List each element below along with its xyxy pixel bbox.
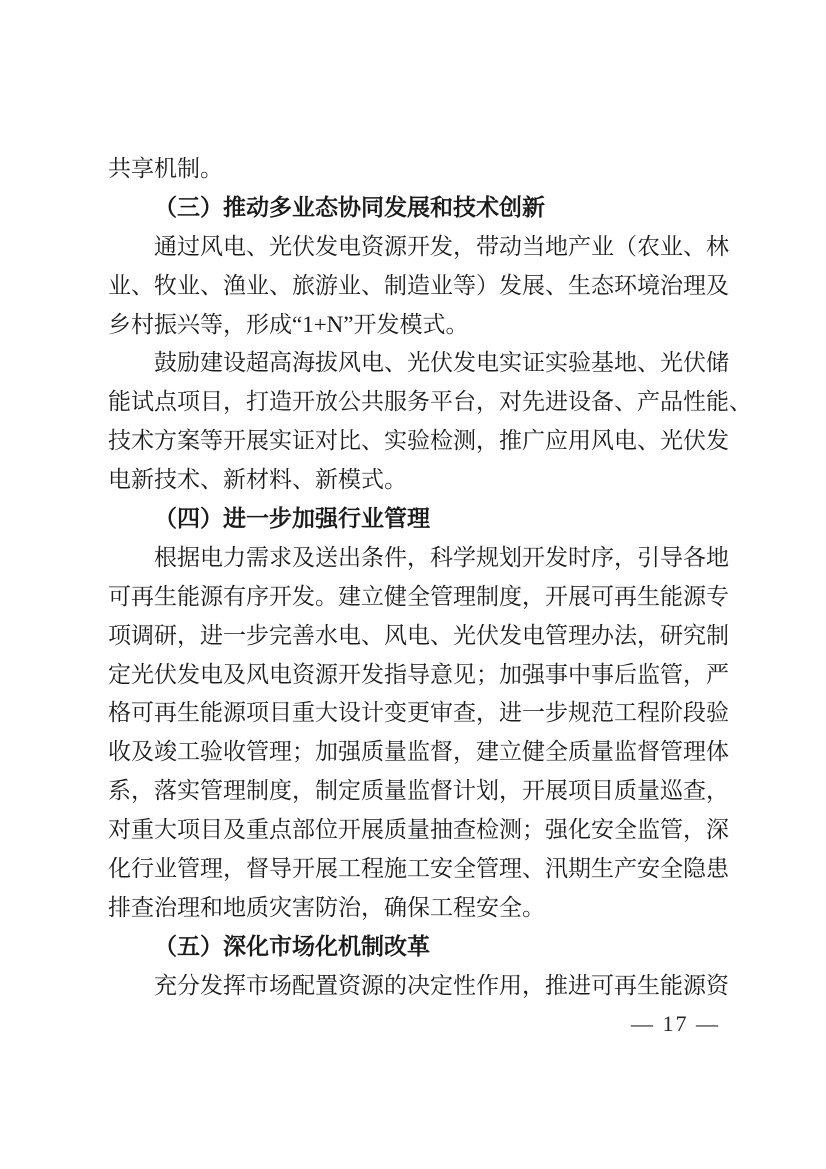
paragraph-line: 对重大项目及重点部位开展质量抽查检测；强化安全监管，深 [108, 817, 729, 843]
paragraph-line: 可再生能源有序开发。建立健全管理制度，开展可再生能源专 [108, 583, 729, 609]
document-content [108, 150, 752, 1006]
paragraph-line: 定光伏发电及风电资源开发指导意见；加强事中事后监管，严 [108, 661, 729, 687]
paragraph-line: 系，落实管理制度，制定质量监督计划，开展项目质量巡查， [108, 778, 729, 804]
paragraph-line: 电新技术、新材料、新模式。 [108, 467, 407, 493]
paragraph-line: 项调研，进一步完善水电、风电、光伏发电管理办法，研究制 [108, 622, 729, 648]
section-heading: （四）进一步加强行业管理 [154, 506, 430, 532]
paragraph-line: 能试点项目，打造开放公共服务平台，对先进设备、产品性能、 [108, 389, 752, 415]
paragraph-line: 共享机制。 [108, 156, 223, 181]
paragraph-line: 技术方案等开展实证对比、实验检测，推广应用风电、光伏发 [108, 428, 729, 454]
paragraph-line: 业、牧业、渔业、旅游业、制造业等）发展、生态环境治理及 [108, 272, 729, 298]
paragraph-line: 格可再生能源项目重大设计变更审查，进一步规范工程阶段验 [108, 700, 729, 726]
paragraph-line: 乡村振兴等，形成“1+N”开发模式。 [108, 311, 469, 337]
paragraph-line: 充分发挥市场配置资源的决定性作用，推进可再生能源资 [154, 972, 729, 998]
paragraph-line: 鼓励建设超高海拔风电、光伏发电实证实验基地、光伏储 [154, 350, 729, 376]
paragraph-line: 排查治理和地质灾害防治，确保工程安全。 [108, 894, 545, 920]
page-number: — 17 — [631, 1011, 720, 1036]
paragraph-line: 收及竣工验收管理；加强质量监督，建立健全质量监督管理体 [108, 739, 729, 765]
section-heading: （五）深化市场化机制改革 [154, 933, 430, 959]
paragraph-line: 根据电力需求及送出条件，科学规划开发时序，引导各地 [154, 544, 729, 570]
paragraph-line: 化行业管理，督导开展工程施工安全管理、汛期生产安全隐患 [108, 856, 729, 882]
section-heading: （三）推动多业态协同发展和技术创新 [154, 194, 545, 220]
paragraph-line: 通过风电、光伏发电资源开发，带动当地产业（农业、林 [154, 233, 729, 259]
